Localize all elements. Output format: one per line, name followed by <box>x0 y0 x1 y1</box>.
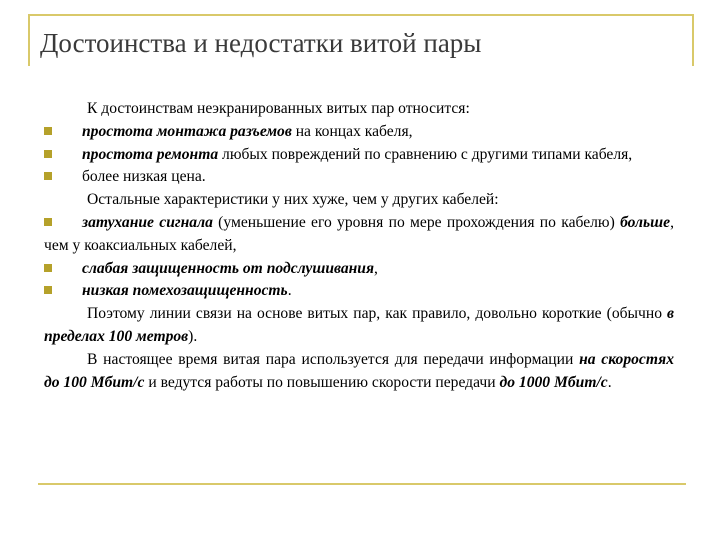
advantage-item-3: более низкая цена. <box>44 166 674 189</box>
disadvantage-item-1: затухание сигнала (уменьшение его уровня по мере прохождения по кабелю) больше, чем у коаксиальных кабелей, <box>44 213 674 254</box>
slide-body <box>44 98 674 394</box>
bullet-square-icon <box>44 127 52 135</box>
slide-title: Достоинства и недостатки витой пары <box>40 28 482 58</box>
paragraph-length: Поэтому линии связи на основе витых пар, как правило, довольно короткие (обычно в пределах 100 метров). <box>44 305 674 345</box>
frame-left-line <box>28 14 30 66</box>
bullet-square-icon <box>44 150 52 158</box>
disadvantage-item-3: низкая помехозащищенность. <box>44 280 674 303</box>
disadvantage-item-2: слабая защищенность от подслушивания, <box>44 258 674 281</box>
advantage-item-1: простота монтажа разъемов на концах кабеля, <box>44 121 674 144</box>
bullet-square-icon <box>44 264 52 272</box>
bottom-rule-line <box>38 483 686 485</box>
paragraph-speed: В настоящее время витая пара используется для передачи информации на скоростях до 100 Мбит/с и ведутся работы по повышению скорости передачи до 1000 Мбит/с. <box>44 350 674 391</box>
advantage-item-2: простота ремонта любых повреждений по сравнению с другими типами кабеля, <box>44 144 674 167</box>
frame-top-line <box>28 14 694 16</box>
bullet-square-icon <box>44 218 52 226</box>
frame-right-line <box>692 14 694 66</box>
intro-advantages: К достоинствам неэкранированных витых пар относится: <box>87 100 470 117</box>
bullet-square-icon <box>44 172 52 180</box>
bullet-square-icon <box>44 286 52 294</box>
intro-disadvantages: Остальные характеристики у них хуже, чем у других кабелей: <box>87 191 499 209</box>
